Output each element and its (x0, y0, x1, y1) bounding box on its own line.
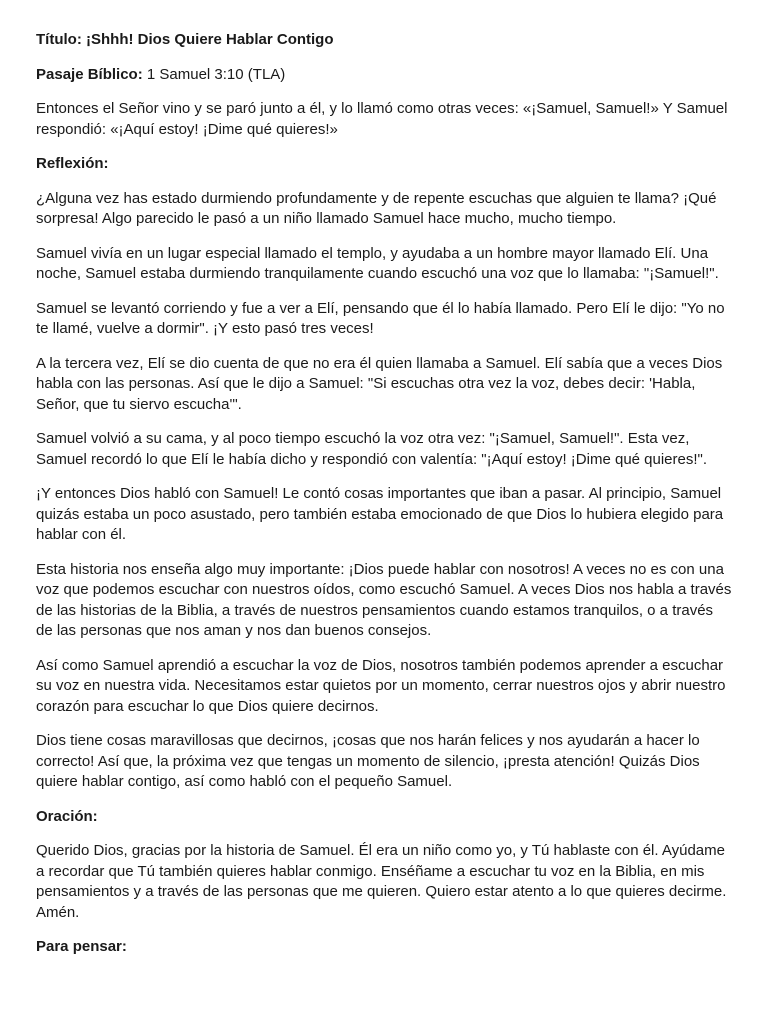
reflection-paragraph-5: Samuel volvió a su cama, y al poco tiempo escuchó la voz otra vez: "¡Samuel, Samuel!". Esta vez, Samuel recordó lo que Elí le había dicho y respondió con valentía: "¡Aquí estoy! ¡Dime qué quieres!". (36, 430, 708, 468)
title-text: ¡Shhh! Dios Quiere Hablar Contigo (86, 31, 334, 48)
reflection-heading: Reflexión: (36, 155, 109, 172)
reflection-paragraph-4: A la tercera vez, Elí se dio cuenta de que no era él quien llamaba a Samuel. Elí sabía que a veces Dios habla con las personas. Así que le dijo a Samuel: "Si escuchas otra vez la voz, debes decir: 'Habla, Señor, que tu siervo escucha'". (36, 354, 723, 413)
passage-reference: 1 Samuel 3:10 (TLA) (146, 65, 286, 83)
title-line (36, 30, 732, 51)
think-heading: Para pensar: (36, 938, 127, 955)
passage-label: Pasaje Bíblico: (36, 65, 143, 83)
passage-line (36, 65, 732, 86)
reflection-paragraph-9: Dios tiene cosas maravillosas que decirnos, ¡cosas que nos harán felices y nos ayudarán a hacer lo correcto! Así que, la próxima vez que tengas un momento de silencio, ¡presta atención! Quizás Dios quiere hablar contigo, así como habló con el pequeño Samuel. (36, 732, 700, 790)
reflection-paragraph-1: ¿Alguna vez has estado durmiendo profundamente y de repente escuchas que alguien te llama? ¡Qué sorpresa! Algo parecido le pasó a un niño llamado Samuel hace mucho, mucho tiempo. (36, 189, 717, 227)
reflection-paragraph-3: Samuel se levantó corriendo y fue a ver a Elí, pensando que él lo había llamado. Pero Elí le dijo: "Yo no te llamé, vuelve a dormir". ¡Y esto pasó tres veces! (36, 299, 725, 337)
reflection-paragraph-2: Samuel vivía en un lugar especial llamado el templo, y ayudaba a un hombre mayor llamado Elí. Una noche, Samuel estaba durmiendo tranquilamente cuando escuchó una voz que lo llamaba: "¡Samuel!". (36, 244, 719, 282)
reflection-paragraph-7: Esta historia nos enseña algo muy importante: ¡Dios puede hablar con nosotros! A veces no es con una voz que podemos escuchar con nuestros oídos, como escuchó Samuel. A veces Dios nos habla a través de las historias de la Biblia, a través de nuestros pensamientos cuando estamos tranquilos, o a través de las personas que nos aman y nos dan buenos consejos. (36, 560, 732, 639)
title-label: Título: (36, 31, 82, 48)
reflection-paragraph-6: ¡Y entonces Dios habló con Samuel! Le contó cosas importantes que iban a pasar. Al principio, Samuel quizás estaba un poco asustado, pero también estaba emocionado de que Dios lo hubiera elegido para hablar con él. (36, 485, 724, 543)
reflection-paragraph-8: Así como Samuel aprendió a escuchar la voz de Dios, nosotros también podemos aprender a escuchar su voz en nuestra vida. Necesitamos estar quietos por un momento, cerrar nuestros ojos y abrir nuestro corazón para escuchar lo que Dios quiere decirnos. (36, 656, 726, 715)
prayer-text: Querido Dios, gracias por la historia de Samuel. Él era un niño como yo, y Tú hablaste con él. Ayúdame a recordar que Tú también quieres hablar conmigo. Enséñame a escuchar tu voz en la Biblia, en mis pensamientos y a través de las personas que me quieren. Quiero estar atento a lo que quieres decirme. Amén. (36, 842, 727, 921)
verse-text: Entonces el Señor vino y se paró junto a él, y lo llamó como otras veces: «¡Samuel, Samuel!» Y Samuel respondió: «¡Aquí estoy! ¡Dime qué quieres!» (36, 100, 728, 138)
prayer-heading: Oración: (36, 807, 98, 825)
